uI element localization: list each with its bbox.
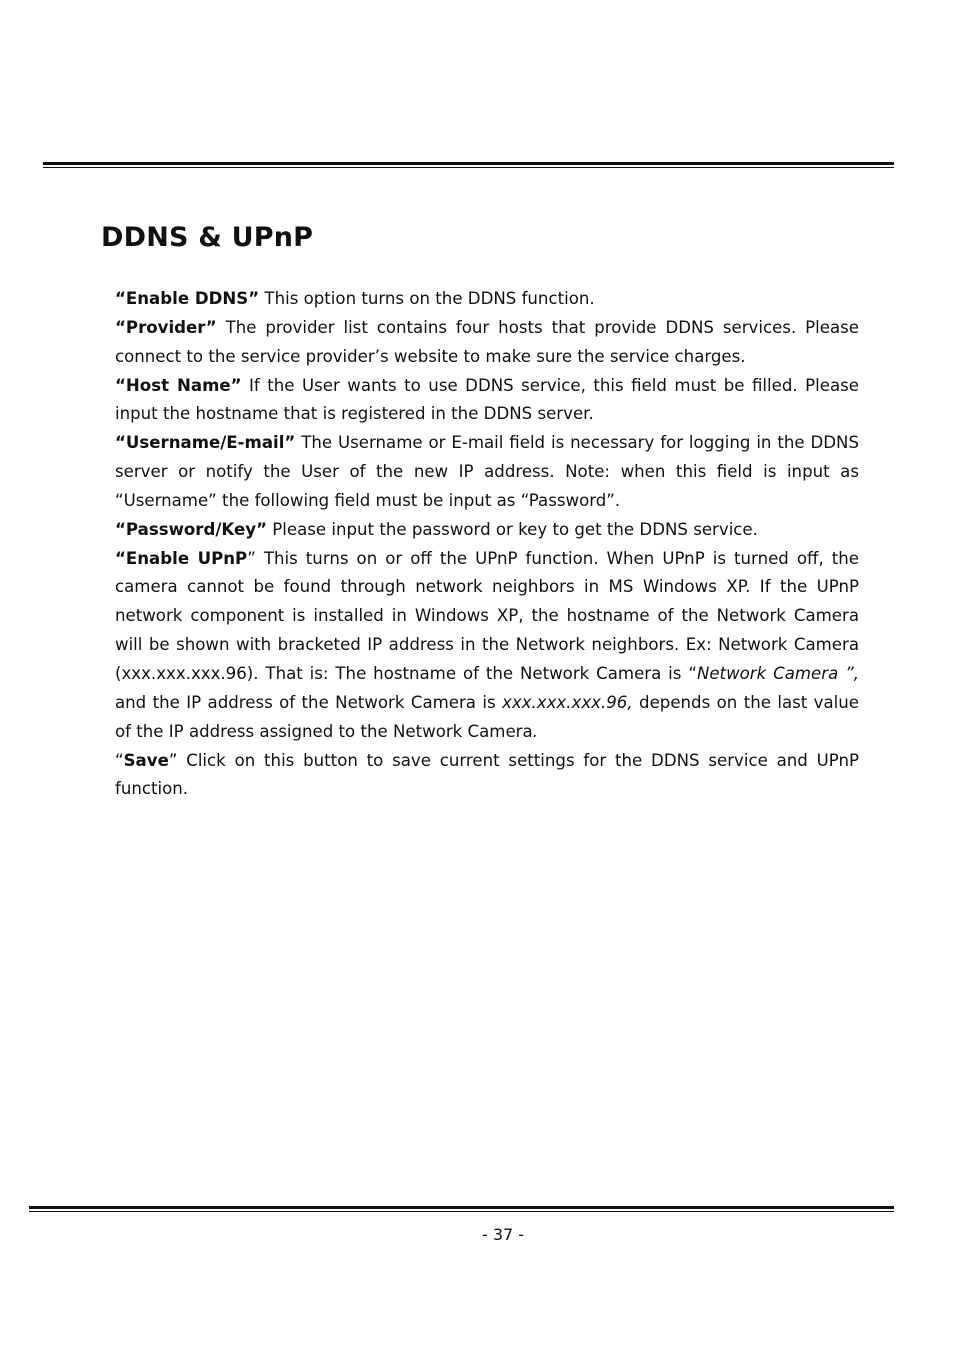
section-body [115,285,859,804]
entry-provider [115,314,859,372]
desc-enable-upnp-1: This turns on or off the UPnP function. When UPnP is turned off, the camera cannot be found through network neighbors in MS Windows XP. If the UPnP network component is installed in Windows XP, the hostname of the Network Camera will be shown with bracketed IP address in the Network neighbors. Ex: Network Camera (xxx.xxx.xxx.96). That is: The hostname of the Network Camera is “ [115,548,859,683]
term-username: “Username/E-mail” [115,433,296,453]
term-enable-upnp: “Enable UPnP [115,548,248,568]
term-host-name: “Host Name” [115,375,242,395]
desc-enable-upnp-3: depends on the last value of the IP address assigned to the Network Camera [115,692,859,741]
term-enable-ddns: “Enable DDNS” [115,289,260,308]
entry-enable-ddns [115,285,859,314]
footer-rule [29,1206,894,1212]
page-number: - 37 - [481,1225,525,1244]
entry-username [115,429,859,516]
italic-period: . [532,721,538,741]
entry-password [115,516,859,545]
term-save: Save [123,750,169,770]
entry-enable-upnp [115,545,859,747]
italic-hostname: Network Camera ”, [696,663,860,683]
italic-ip-address: xxx.xxx.xxx.96, [502,692,633,712]
desc-save: ” Click on this button to save current settings for the DDNS service and UPnP function. [115,750,859,799]
desc-provider: The provider list contains four hosts that provide DDNS services. Please connect to the service provider’s website to make sure the service charges. [115,317,859,366]
entry-host-name [115,372,859,430]
open-quote-save: “ [115,750,124,770]
desc-enable-ddns: This option turns on the DDNS function. [259,289,595,308]
entry-save [115,747,859,805]
term-provider: “Provider” [115,317,217,337]
header-rule [43,162,894,168]
desc-password: Please input the password or key to get the DDNS service. [266,519,758,539]
desc-username: The Username or E-mail field is necessary for logging in the DDNS server or notify the User of the new IP address. Note: when this field is input as “Username” the following field must be input as “Password”. [115,433,859,510]
section-heading: DDNS & UPnP [101,222,314,253]
desc-enable-upnp-2: and the IP address of the Network Camera is [115,692,503,712]
desc-host-name: If the User wants to use DDNS service, this field must be filled. Please input the hostname that is registered in the DDNS server. [115,375,859,424]
term-password: “Password/Key” [115,519,267,539]
close-quote-enable-upnp: ” [247,548,256,568]
